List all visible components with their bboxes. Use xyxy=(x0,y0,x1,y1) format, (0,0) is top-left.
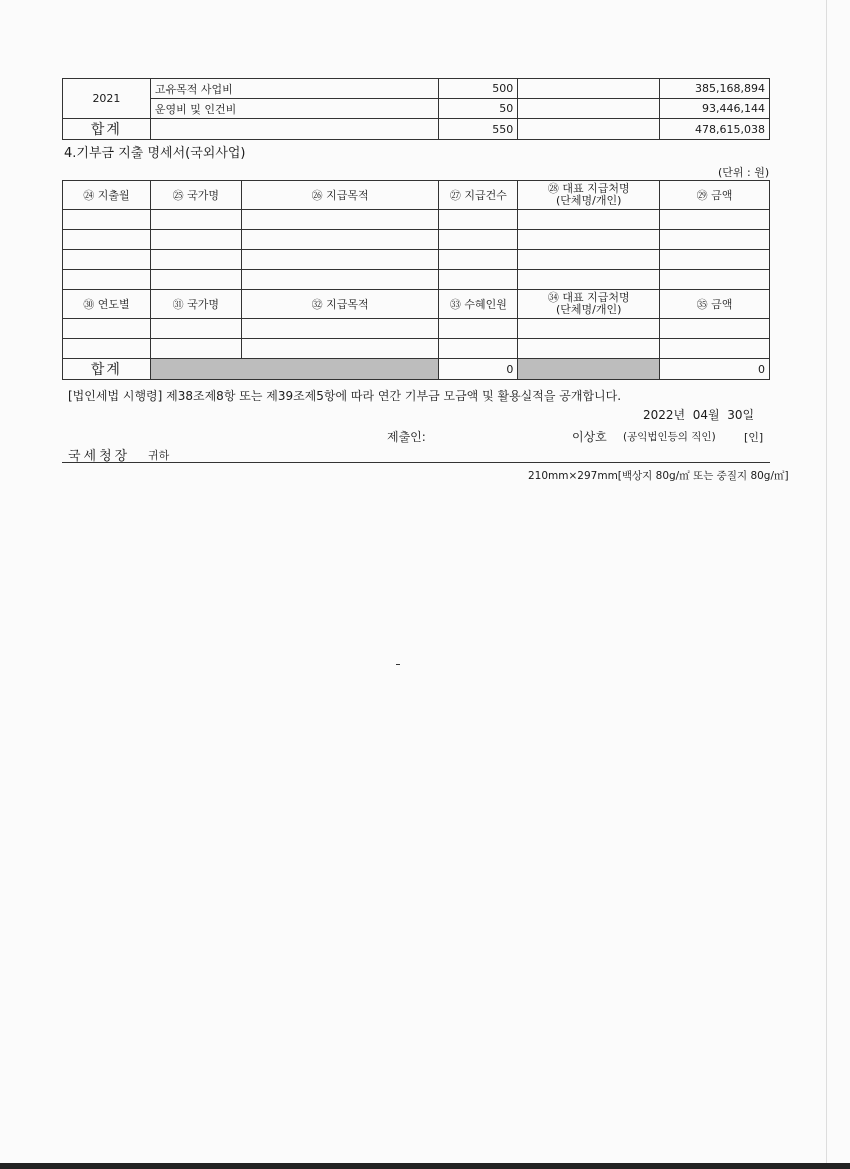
row-count: 50 xyxy=(439,99,518,119)
table-row xyxy=(63,270,770,290)
scan-edge xyxy=(0,1163,850,1169)
header-cell: ㉗ 지급건수 xyxy=(439,181,518,210)
legal-note: [법인세법 시행령] 제38조제8항 또는 제39조제5항에 따라 연간 기부금 모금액 및 활용실적을 공개합니다. xyxy=(68,389,622,403)
total-row xyxy=(63,119,770,140)
row-amount: 385,168,894 xyxy=(660,79,770,99)
header-cell: ㉚ 연도별 xyxy=(63,290,151,319)
header-cell: ㉛ 국가명 xyxy=(150,290,241,319)
header-cell: ㉖ 지급목적 xyxy=(241,181,439,210)
table-row xyxy=(63,79,770,99)
scan-edge xyxy=(826,0,827,1169)
shaded-cell xyxy=(518,359,660,380)
empty-cell xyxy=(518,99,660,119)
submitter-label: 제출인: xyxy=(387,430,426,444)
foreign-expense-table xyxy=(62,180,770,380)
honorific: 귀하 xyxy=(148,449,170,462)
total-count: 550 xyxy=(439,119,518,140)
total-amount: 0 xyxy=(660,359,770,380)
stray-mark xyxy=(396,664,400,665)
year-cell: 2021 xyxy=(63,79,151,119)
total-label: 합계 xyxy=(63,119,151,140)
row-label: 고유목적 사업비 xyxy=(150,79,438,99)
header-row xyxy=(63,181,770,210)
row-label: 운영비 및 인건비 xyxy=(150,99,438,119)
paper-spec: 210mm×297mm[백상지 80g/㎡ 또는 중질지 80g/㎡] xyxy=(528,470,789,482)
table-row xyxy=(63,319,770,339)
header-cell: ㉙ 금액 xyxy=(660,181,770,210)
submitter-name: 이상호 xyxy=(572,430,607,444)
unit-label: (단위 : 원) xyxy=(718,166,770,179)
recipient: 국세청장 xyxy=(68,449,131,464)
header-cell: ㉞ 대표 지급처명 (단체명/개인) xyxy=(518,290,660,319)
shaded-cell xyxy=(150,359,439,380)
total-amount: 478,615,038 xyxy=(660,119,770,140)
empty-cell xyxy=(150,119,438,140)
header-cell: ㉝ 수혜인원 xyxy=(439,290,518,319)
divider xyxy=(62,462,770,463)
row-count: 500 xyxy=(439,79,518,99)
header-cell: ㉘ 대표 지급처명 (단체명/개인) xyxy=(518,181,660,210)
submitter-role: (공익법인등의 직인) xyxy=(623,431,716,443)
submission-date: 2022년 04월 30일 xyxy=(643,408,755,422)
summary-table xyxy=(62,78,770,140)
table-row xyxy=(63,339,770,359)
empty-cell xyxy=(518,119,660,140)
table-row xyxy=(63,230,770,250)
table-row xyxy=(63,99,770,119)
empty-cell xyxy=(518,79,660,99)
row-amount: 93,446,144 xyxy=(660,99,770,119)
header-cell: ㉕ 국가명 xyxy=(150,181,241,210)
header-cell: ㉜ 지급목적 xyxy=(241,290,439,319)
total-count: 0 xyxy=(439,359,518,380)
section-title: 4.기부금 지출 명세서(국외사업) xyxy=(64,146,246,161)
header-cell: ㉟ 금액 xyxy=(660,290,770,319)
header-row xyxy=(63,290,770,319)
total-label: 합계 xyxy=(63,359,151,380)
total-row xyxy=(63,359,770,380)
seal-label: [인] xyxy=(744,431,764,444)
table-row xyxy=(63,250,770,270)
header-cell: ㉔ 지출월 xyxy=(63,181,151,210)
table-row xyxy=(63,210,770,230)
